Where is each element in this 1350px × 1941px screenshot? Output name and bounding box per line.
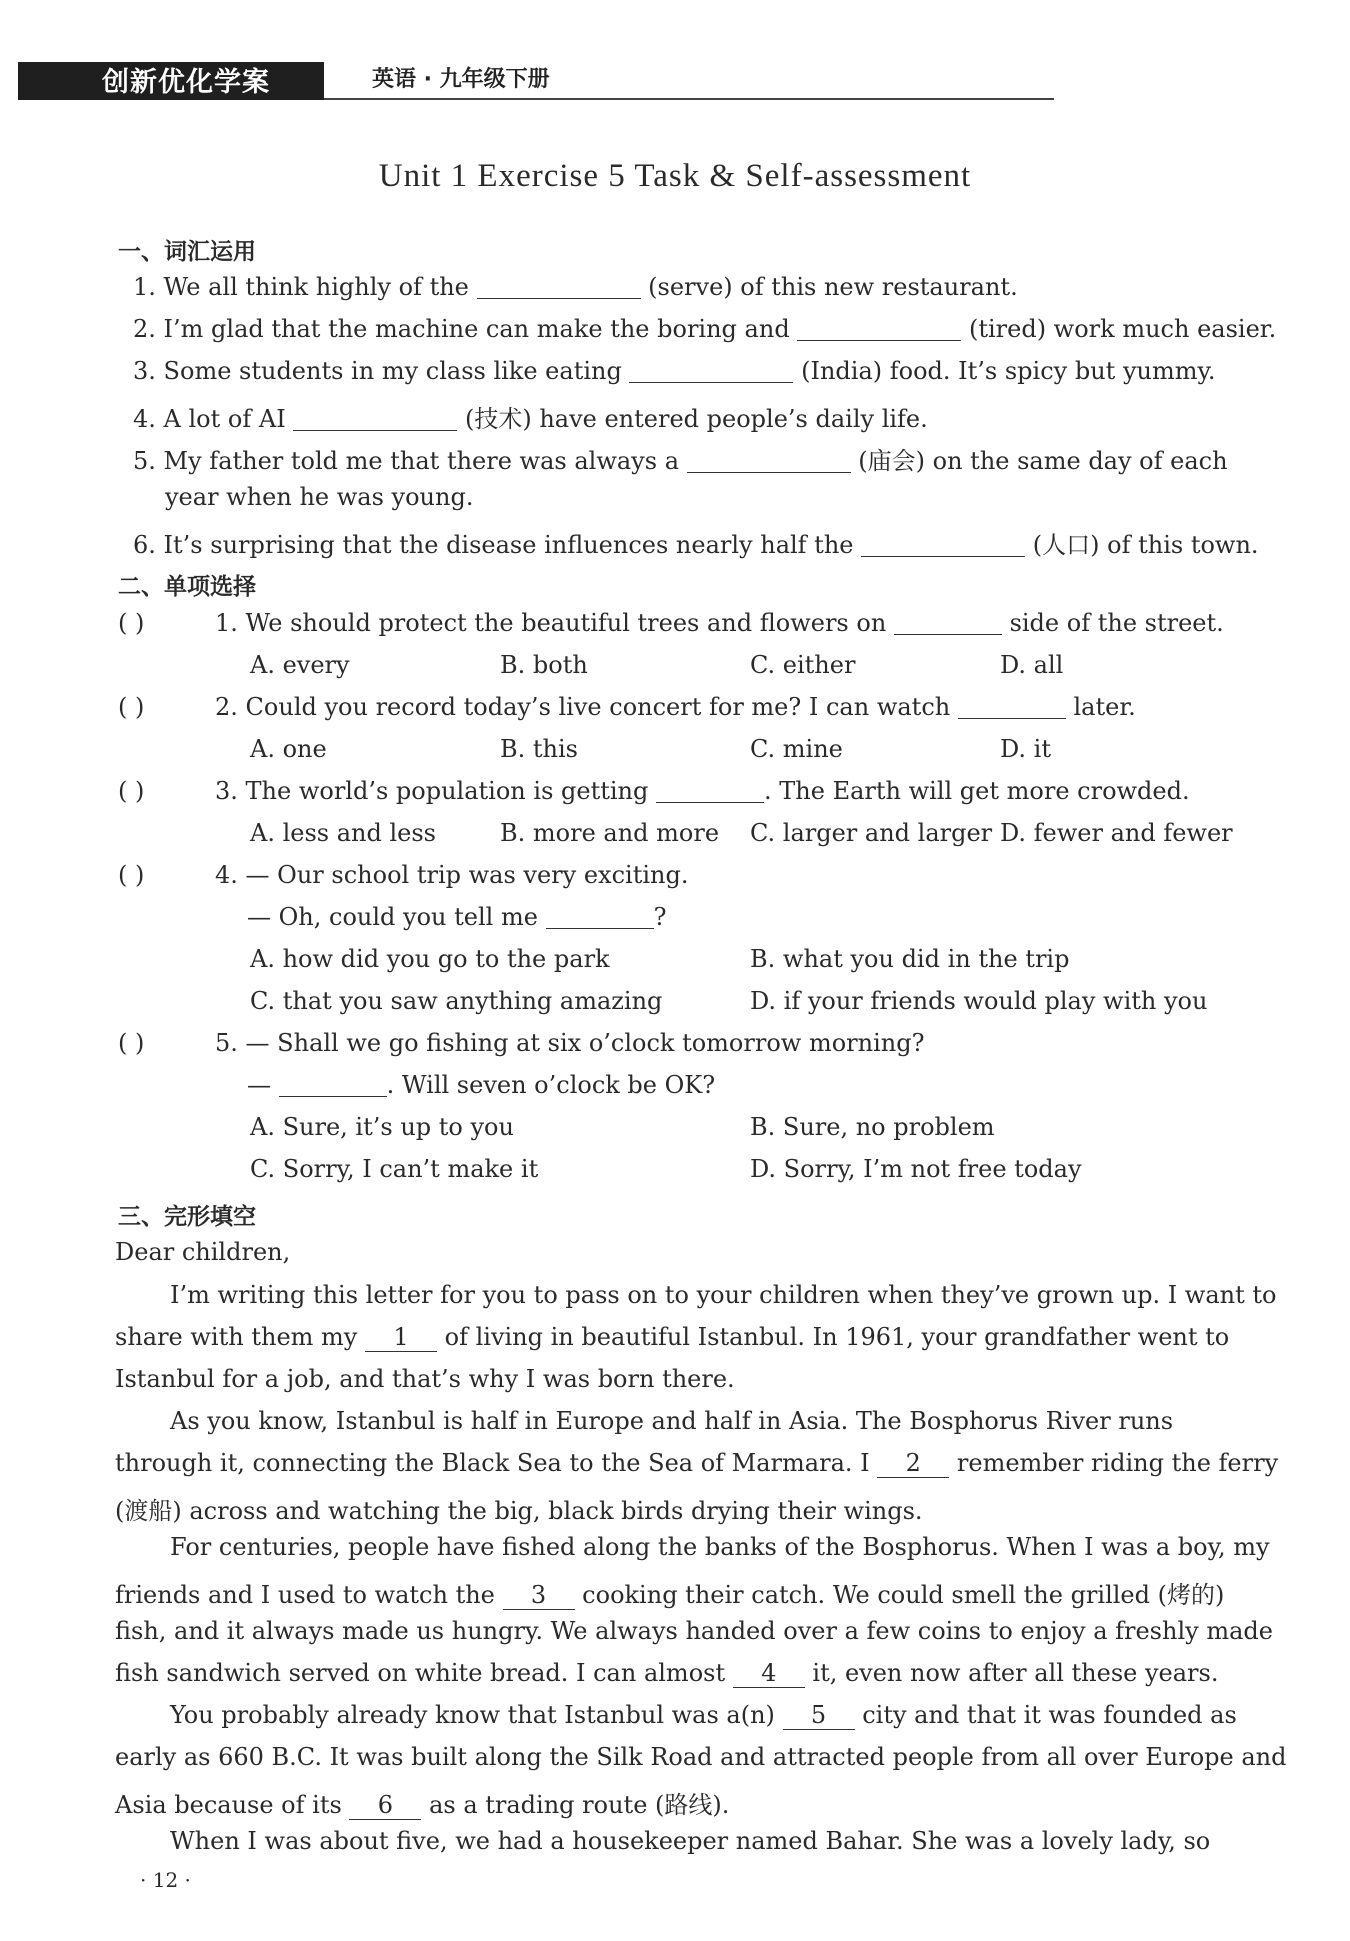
header-subtitle: 英语 · 九年级下册 (372, 67, 550, 92)
option-b[interactable]: B. this (500, 735, 578, 763)
passage-line: through it, connecting the Black Sea to the Sea of Marmara. I 2 remember riding the ferry (115, 1449, 1279, 1477)
mc-question-1: 1. We should protect the beautiful trees and flowers on side of the street. (215, 609, 1224, 637)
answer-blank[interactable] (958, 694, 1066, 719)
mc-question-5: 5. — Shall we go fishing at six o’clock tomorrow morning? (215, 1029, 925, 1057)
vocab-item-6: 6. It’s surprising that the disease influences nearly half the (人口) of this town. (133, 531, 1259, 559)
option-c[interactable]: C. Sorry, I can’t make it (250, 1155, 539, 1183)
mc-question-4: 4. — Our school trip was very exciting. (215, 861, 689, 889)
vocab-item-4: 4. A lot of AI (技术) have entered people’s daily life. (133, 405, 928, 433)
passage-line: I’m writing this letter for you to pass on to your children when they’ve grown up. I want to (170, 1281, 1277, 1309)
option-c[interactable]: C. either (750, 651, 856, 679)
cloze-blank-3[interactable]: 3 (503, 1581, 575, 1610)
passage-line: When I was about five, we had a housekeeper named Bahar. She was a lovely lady, so (170, 1827, 1211, 1855)
passage-line: (渡船) across and watching the big, black birds drying their wings. (115, 1497, 923, 1525)
answer-blank[interactable] (279, 1072, 387, 1097)
option-d[interactable]: D. if your friends would play with you (750, 987, 1208, 1015)
answer-blank[interactable] (797, 316, 961, 341)
passage-line: fish, and it always made us hungry. We always handed over a few coins to enjoy a freshly made (115, 1617, 1273, 1645)
answer-blank[interactable] (477, 274, 641, 299)
section3-heading: 三、完形填空 (118, 1204, 256, 1230)
answer-blank[interactable] (546, 904, 654, 929)
header-rule (324, 98, 1054, 100)
answer-blank[interactable] (656, 778, 764, 803)
answer-blank[interactable] (293, 406, 457, 431)
option-d[interactable]: D. fewer and fewer (1000, 819, 1233, 847)
option-c[interactable]: C. mine (750, 735, 843, 763)
cloze-blank-5[interactable]: 5 (783, 1701, 855, 1730)
answer-paren[interactable]: ( ) (118, 777, 145, 805)
option-a[interactable]: A. less and less (250, 819, 436, 847)
cloze-blank-1[interactable]: 1 (365, 1323, 437, 1352)
passage-line: As you know, Istanbul is half in Europe and half in Asia. The Bosphorus River runs (170, 1407, 1174, 1435)
header-logo-text: 创新优化学案 (102, 67, 270, 98)
cloze-blank-2[interactable]: 2 (877, 1449, 949, 1478)
vocab-item-2: 2. I’m glad that the machine can make the boring and (tired) work much easier. (133, 315, 1277, 343)
mc-question-5-line2: — . Will seven o’clock be OK? (247, 1071, 716, 1099)
letter-greeting: Dear children, (115, 1238, 291, 1266)
answer-paren[interactable]: ( ) (118, 861, 145, 889)
answer-blank[interactable] (687, 448, 851, 473)
option-c[interactable]: C. larger and larger (750, 819, 993, 847)
option-a[interactable]: A. every (250, 651, 350, 679)
option-c[interactable]: C. that you saw anything amazing (250, 987, 663, 1015)
passage-line: friends and I used to watch the 3 cooking their catch. We could smell the grilled (烤的) (115, 1581, 1225, 1609)
page-number: · 12 · (140, 1868, 191, 1892)
option-d[interactable]: D. it (1000, 735, 1051, 763)
passage-line: fish sandwich served on white bread. I can almost 4 it, even now after all these years. (115, 1659, 1219, 1687)
option-b[interactable]: B. more and more (500, 819, 720, 847)
passage-line: early as 660 B.C. It was built along the Silk Road and attracted people from all over Europe and (115, 1743, 1287, 1771)
vocab-item-1: 1. We all think highly of the (serve) of this new restaurant. (133, 273, 1018, 301)
answer-blank[interactable] (894, 610, 1002, 635)
option-b[interactable]: B. Sure, no problem (750, 1113, 995, 1141)
passage-line: Istanbul for a job, and that’s why I was born there. (115, 1365, 735, 1393)
page-title: Unit 1 Exercise 5 Task & Self-assessment (378, 158, 972, 194)
option-a[interactable]: A. how did you go to the park (250, 945, 610, 973)
vocab-item-5-cont: year when he was young. (165, 483, 474, 511)
answer-paren[interactable]: ( ) (118, 693, 145, 721)
option-a[interactable]: A. one (250, 735, 327, 763)
vocab-item-5: 5. My father told me that there was always a (庙会) on the same day of each (133, 447, 1228, 475)
answer-blank[interactable] (861, 532, 1025, 557)
mc-question-4-line2: — Oh, could you tell me ? (247, 903, 667, 931)
section1-heading: 一、词汇运用 (118, 239, 256, 265)
vocab-item-3: 3. Some students in my class like eating (India) food. It’s spicy but yummy. (133, 357, 1216, 385)
passage-line: Asia because of its 6 as a trading route (路线). (115, 1791, 730, 1819)
passage-line: For centuries, people have fished along the banks of the Bosphorus. When I was a boy, my (170, 1533, 1270, 1561)
passage-line: You probably already know that Istanbul was a(n) 5 city and that it was founded as (170, 1701, 1237, 1729)
option-b[interactable]: B. both (500, 651, 588, 679)
option-b[interactable]: B. what you did in the trip (750, 945, 1070, 973)
answer-paren[interactable]: ( ) (118, 1029, 145, 1057)
option-a[interactable]: A. Sure, it’s up to you (250, 1113, 514, 1141)
mc-question-3: 3. The world’s population is getting . The Earth will get more crowded. (215, 777, 1190, 805)
passage-line: share with them my 1 of living in beautiful Istanbul. In 1961, your grandfather went to (115, 1323, 1230, 1351)
cloze-blank-6[interactable]: 6 (349, 1791, 421, 1820)
option-d[interactable]: D. Sorry, I’m not free today (750, 1155, 1082, 1183)
mc-question-2: 2. Could you record today’s live concert for me? I can watch later. (215, 693, 1136, 721)
section2-heading: 二、单项选择 (118, 574, 256, 600)
option-d[interactable]: D. all (1000, 651, 1064, 679)
answer-blank[interactable] (629, 358, 793, 383)
answer-paren[interactable]: ( ) (118, 609, 145, 637)
cloze-blank-4[interactable]: 4 (733, 1659, 805, 1688)
